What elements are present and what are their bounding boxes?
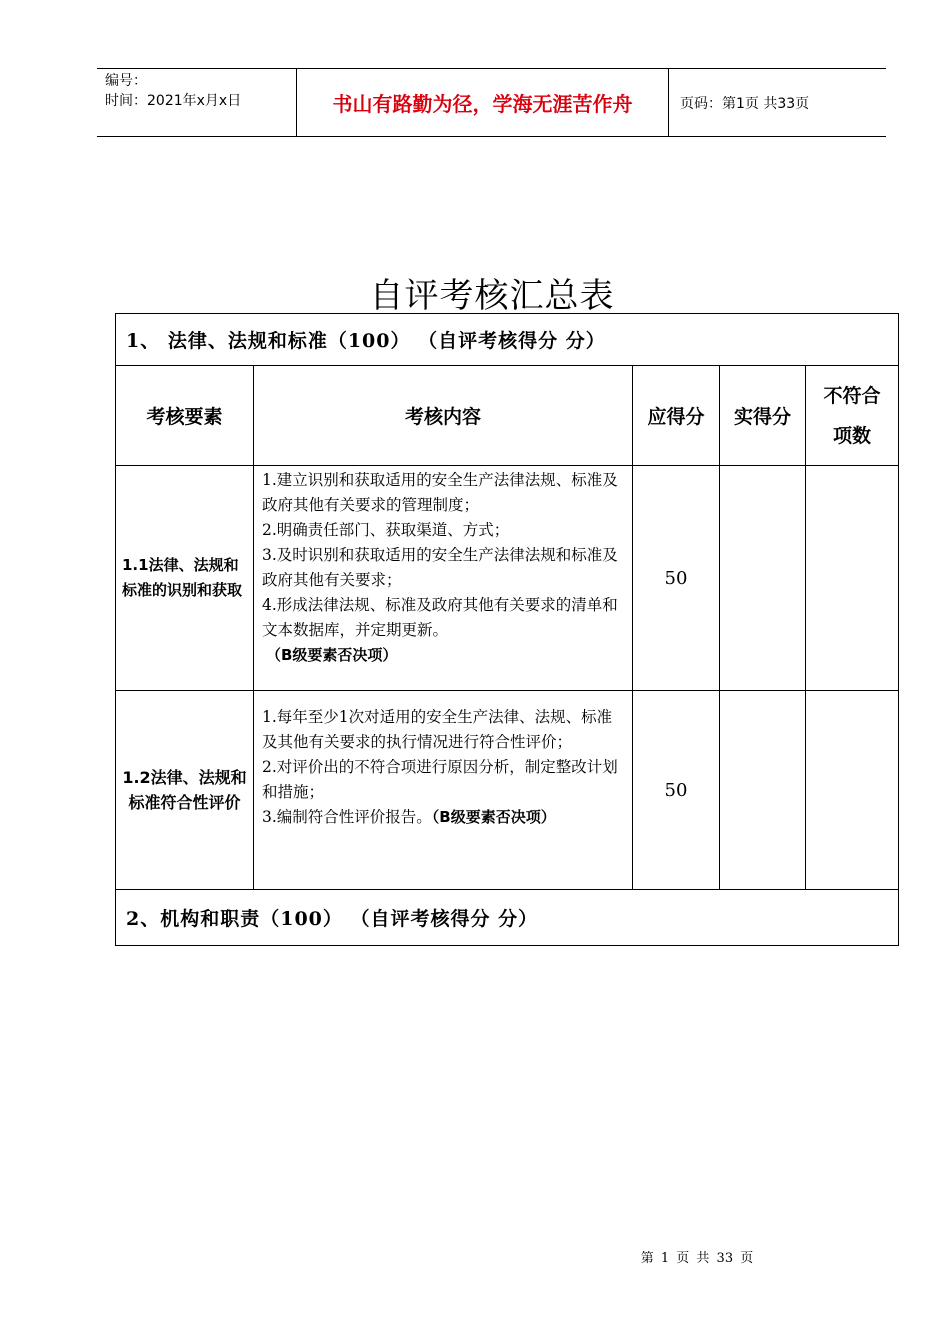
page-footer: 第 1 页 共 33 页 [640, 1251, 754, 1266]
column-header-row [116, 366, 899, 466]
time-label: 时间：2021年x月x日 [105, 93, 242, 109]
assessment-table [115, 313, 899, 946]
veto-note: （B级要素否决项） [266, 646, 398, 664]
number-label: 编号： [105, 73, 147, 89]
section-header-row [116, 890, 899, 946]
page-title: 自评考核汇总表 [369, 276, 615, 316]
content-item: 3.及时识别和获取适用的安全生产法律法规和标准及政府其他有关要求； [262, 546, 618, 589]
row-noncompliance [806, 691, 899, 890]
row-actual-score [720, 691, 806, 890]
section-header-row [116, 314, 899, 366]
section-1-title: 1、 法律、法规和标准（100） （自评考核得分 分） [116, 314, 899, 366]
table-row [116, 691, 899, 890]
page-header [97, 68, 886, 137]
header-meta [105, 71, 241, 111]
content-item [262, 805, 624, 830]
section-2-title: 2、机构和职责（100） （自评考核得分 分） [116, 890, 899, 946]
row-max-score: 50 [633, 466, 720, 691]
row-max-score: 50 [633, 691, 720, 890]
row-content [254, 466, 633, 691]
row-element: 1.1法律、法规和标准的识别和获取 [116, 466, 254, 691]
col-max-score: 应得分 [633, 366, 720, 466]
content-item: 1.建立识别和获取适用的安全生产法律法规、标准及政府其他有关要求的管理制度； [262, 471, 618, 514]
header-page-info: 页码：第1页 共33页 [680, 95, 810, 112]
row-actual-score [720, 466, 806, 691]
header-divider [668, 69, 669, 136]
col-noncompliance [806, 366, 899, 466]
row-element: 1.2法律、法规和标准符合性评价 [116, 691, 254, 890]
table-row [116, 466, 899, 691]
content-item: 2.对评价出的不符合项进行原因分析，制定整改计划和措施； [262, 758, 618, 801]
veto-note: （B级要素否决项） [431, 808, 556, 826]
content-item: 2.明确责任部门、获取渠道、方式； [262, 521, 510, 539]
row-content [254, 691, 633, 890]
col-actual-score: 实得分 [720, 366, 806, 466]
header-motto: 书山有路勤为径，学海无涯苦作舟 [332, 92, 633, 116]
row-noncompliance [806, 466, 899, 691]
content-item: 4.形成法律法规、标准及政府其他有关要求的清单和文本数据库，并定期更新。 [262, 596, 618, 639]
col-content: 考核内容 [254, 366, 633, 466]
col-element: 考核要素 [116, 366, 254, 466]
content-item-text: 3.编制符合性评价报告。 [262, 808, 432, 826]
col-noncompliance-line2: 项数 [833, 424, 872, 447]
col-noncompliance-line1: 不符合 [823, 384, 881, 407]
content-item: 1.每年至少1次对适用的安全生产法律、法规、标准及其他有关要求的执行情况进行符合性评价； [262, 708, 613, 751]
